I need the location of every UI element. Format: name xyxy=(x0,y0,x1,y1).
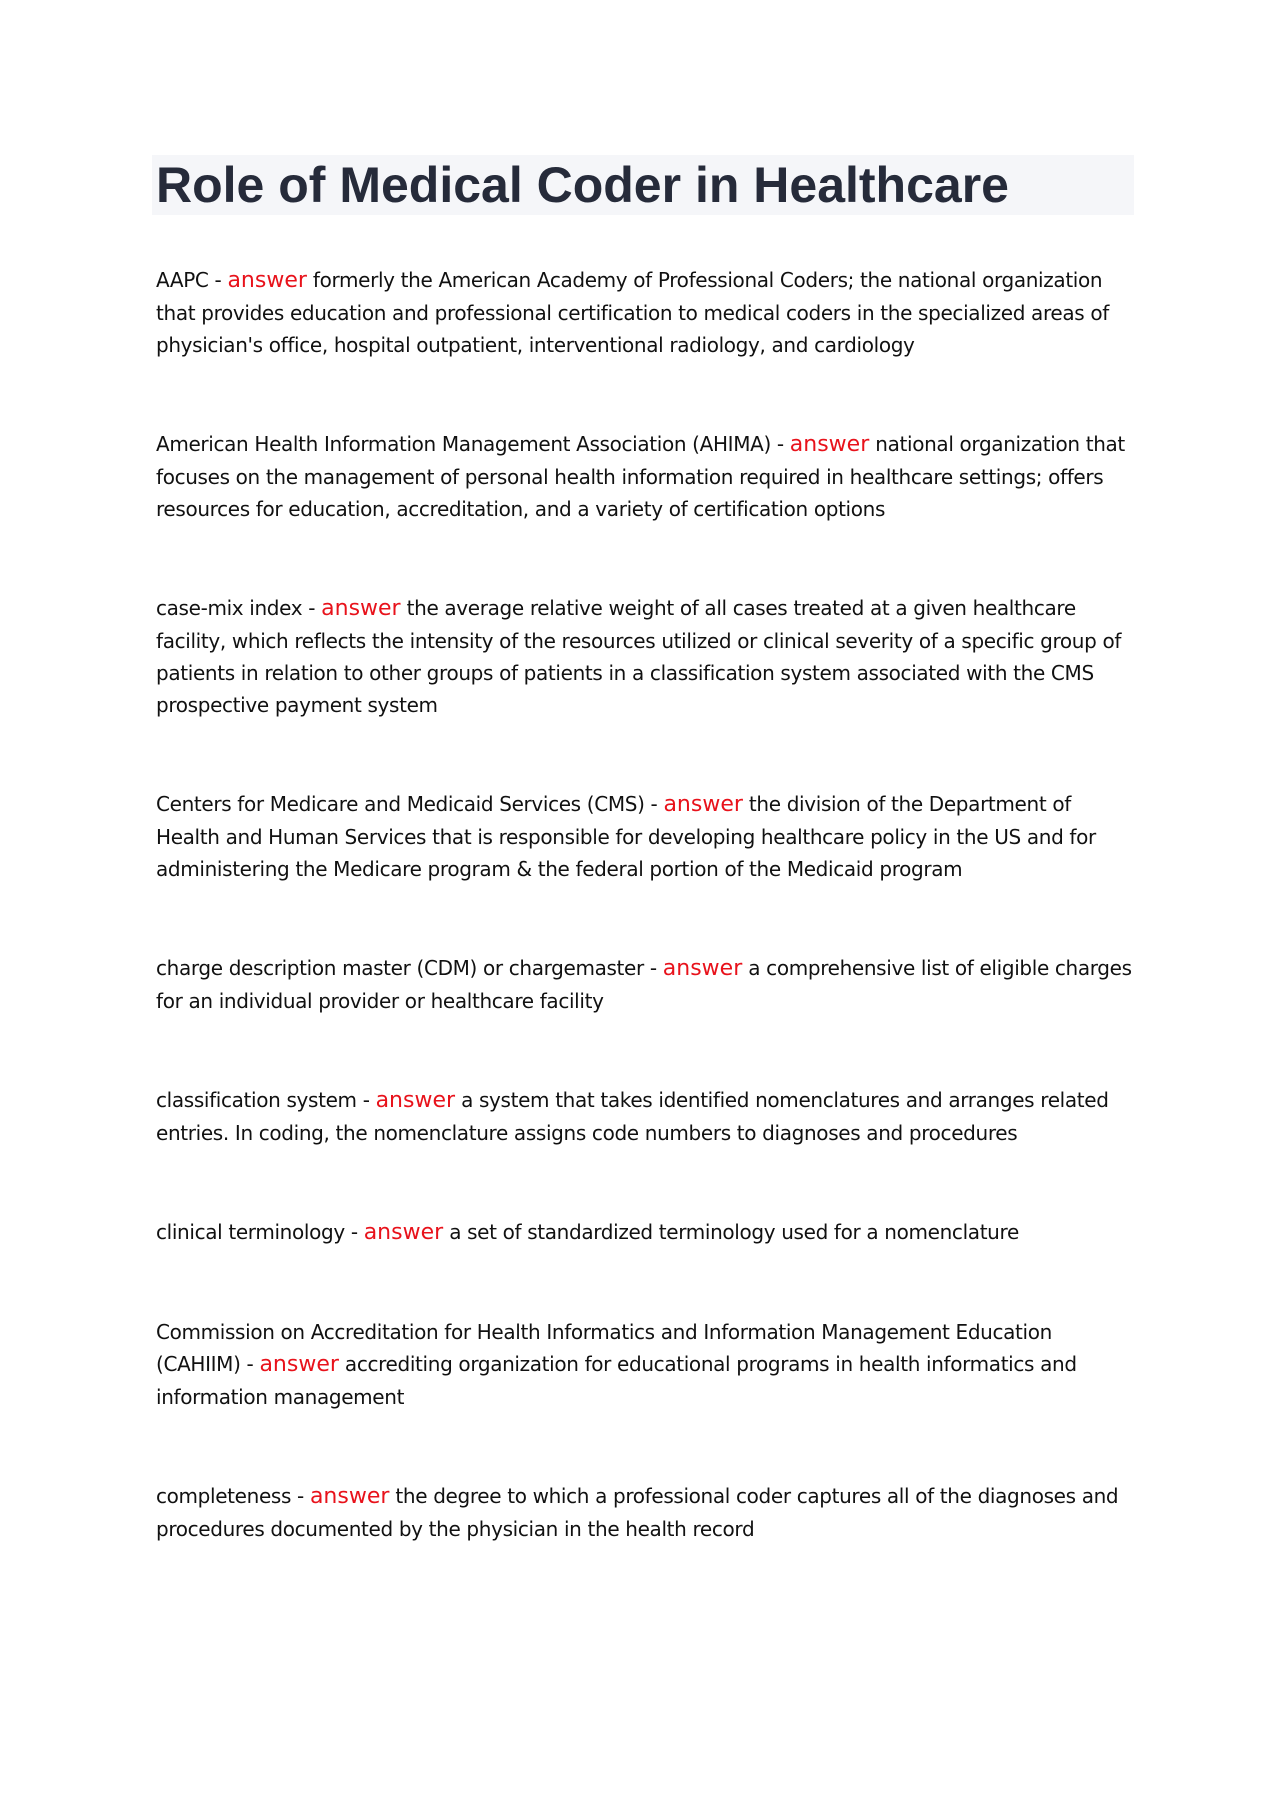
entry-term: completeness xyxy=(156,1484,292,1508)
entry-separator: - xyxy=(644,792,664,816)
entry-cms xyxy=(156,788,1136,885)
entry-term: case-mix index xyxy=(156,596,303,620)
entry-definition: the degree to which a professional coder captures all of the diagnoses and procedures documented by the physician in the health record xyxy=(156,1484,1119,1541)
entry-aapc xyxy=(156,264,1136,361)
entry-separator: - xyxy=(356,1088,376,1112)
entry-case-mix-index xyxy=(156,592,1136,721)
entry-clinical-terminology xyxy=(156,1216,1136,1249)
answer-label: answer xyxy=(789,432,870,457)
entry-separator: - xyxy=(770,432,790,456)
entry-definition: the division of the Department of Health and Human Services that is responsible for developing healthcare policy in the US and for administering the Medicare program & the federal portion of the Medicaid program xyxy=(156,792,1096,881)
entry-list xyxy=(156,264,1136,1612)
entry-term: clinical terminology xyxy=(156,1220,345,1244)
entry-definition: a comprehensive list of eligible charges for an individual provider or healthcare facility xyxy=(156,956,1132,1013)
entry-separator: - xyxy=(240,1352,260,1376)
answer-label: answer xyxy=(321,596,401,621)
entry-separator: - xyxy=(208,268,228,292)
entry-term: AAPC xyxy=(156,268,209,292)
entry-ahima xyxy=(156,428,1136,525)
answer-label: answer xyxy=(259,1352,339,1377)
answer-label: answer xyxy=(363,1220,444,1245)
entry-completeness xyxy=(156,1480,1136,1545)
title-bar xyxy=(152,155,1134,215)
entry-definition: a system that takes identified nomenclatures and arranges related entries. In coding, the nomenclature assigns code numbers to diagnoses and procedures xyxy=(156,1088,1109,1145)
entry-definition: a set of standardized terminology used for a nomenclature xyxy=(449,1220,1019,1244)
answer-label: answer xyxy=(309,1484,390,1509)
entry-separator: - xyxy=(291,1484,310,1508)
entry-separator: - xyxy=(643,956,663,980)
entry-definition: the average relative weight of all cases treated at a given healthcare facility, which reflects the intensity of the resources utilized or clinical severity of a specific group of patients in relation to other groups of patients in a classification system associated with the CMS prospective payment system xyxy=(156,596,1122,717)
entry-definition: national organization that focuses on the management of personal health information required in healthcare settings; offers resources for education, accreditation, and a variety of certification options xyxy=(156,432,1125,521)
answer-label: answer xyxy=(663,792,743,817)
entry-cahiim xyxy=(156,1316,1136,1413)
entry-term: classification system xyxy=(156,1088,357,1112)
entry-term: Centers for Medicare and Medicaid Services (CMS) xyxy=(156,792,645,816)
entry-term: charge description master (CDM) or chargemaster xyxy=(156,956,644,980)
page-title: Role of Medical Coder in Healthcare xyxy=(156,157,1009,213)
entry-term: Commission on Accreditation for Health Informatics and Information Management Education (CAHIIM) xyxy=(156,1320,1052,1376)
answer-label: answer xyxy=(662,956,743,981)
entry-separator: - xyxy=(344,1220,364,1244)
entry-definition: accrediting organization for educational programs in health informatics and information management xyxy=(156,1352,1077,1409)
answer-label: answer xyxy=(227,268,307,293)
entry-chargemaster xyxy=(156,952,1136,1017)
answer-label: answer xyxy=(375,1088,456,1113)
entry-classification-system xyxy=(156,1084,1136,1149)
entry-term: American Health Information Management Association (AHIMA) xyxy=(156,432,771,456)
entry-separator: - xyxy=(302,596,322,620)
entry-definition: formerly the American Academy of Professional Coders; the national organization that provides education and professional certification to medical coders in the specialized areas of physician's office, hospital outpatient, interventional radiology, and cardiology xyxy=(156,268,1109,357)
